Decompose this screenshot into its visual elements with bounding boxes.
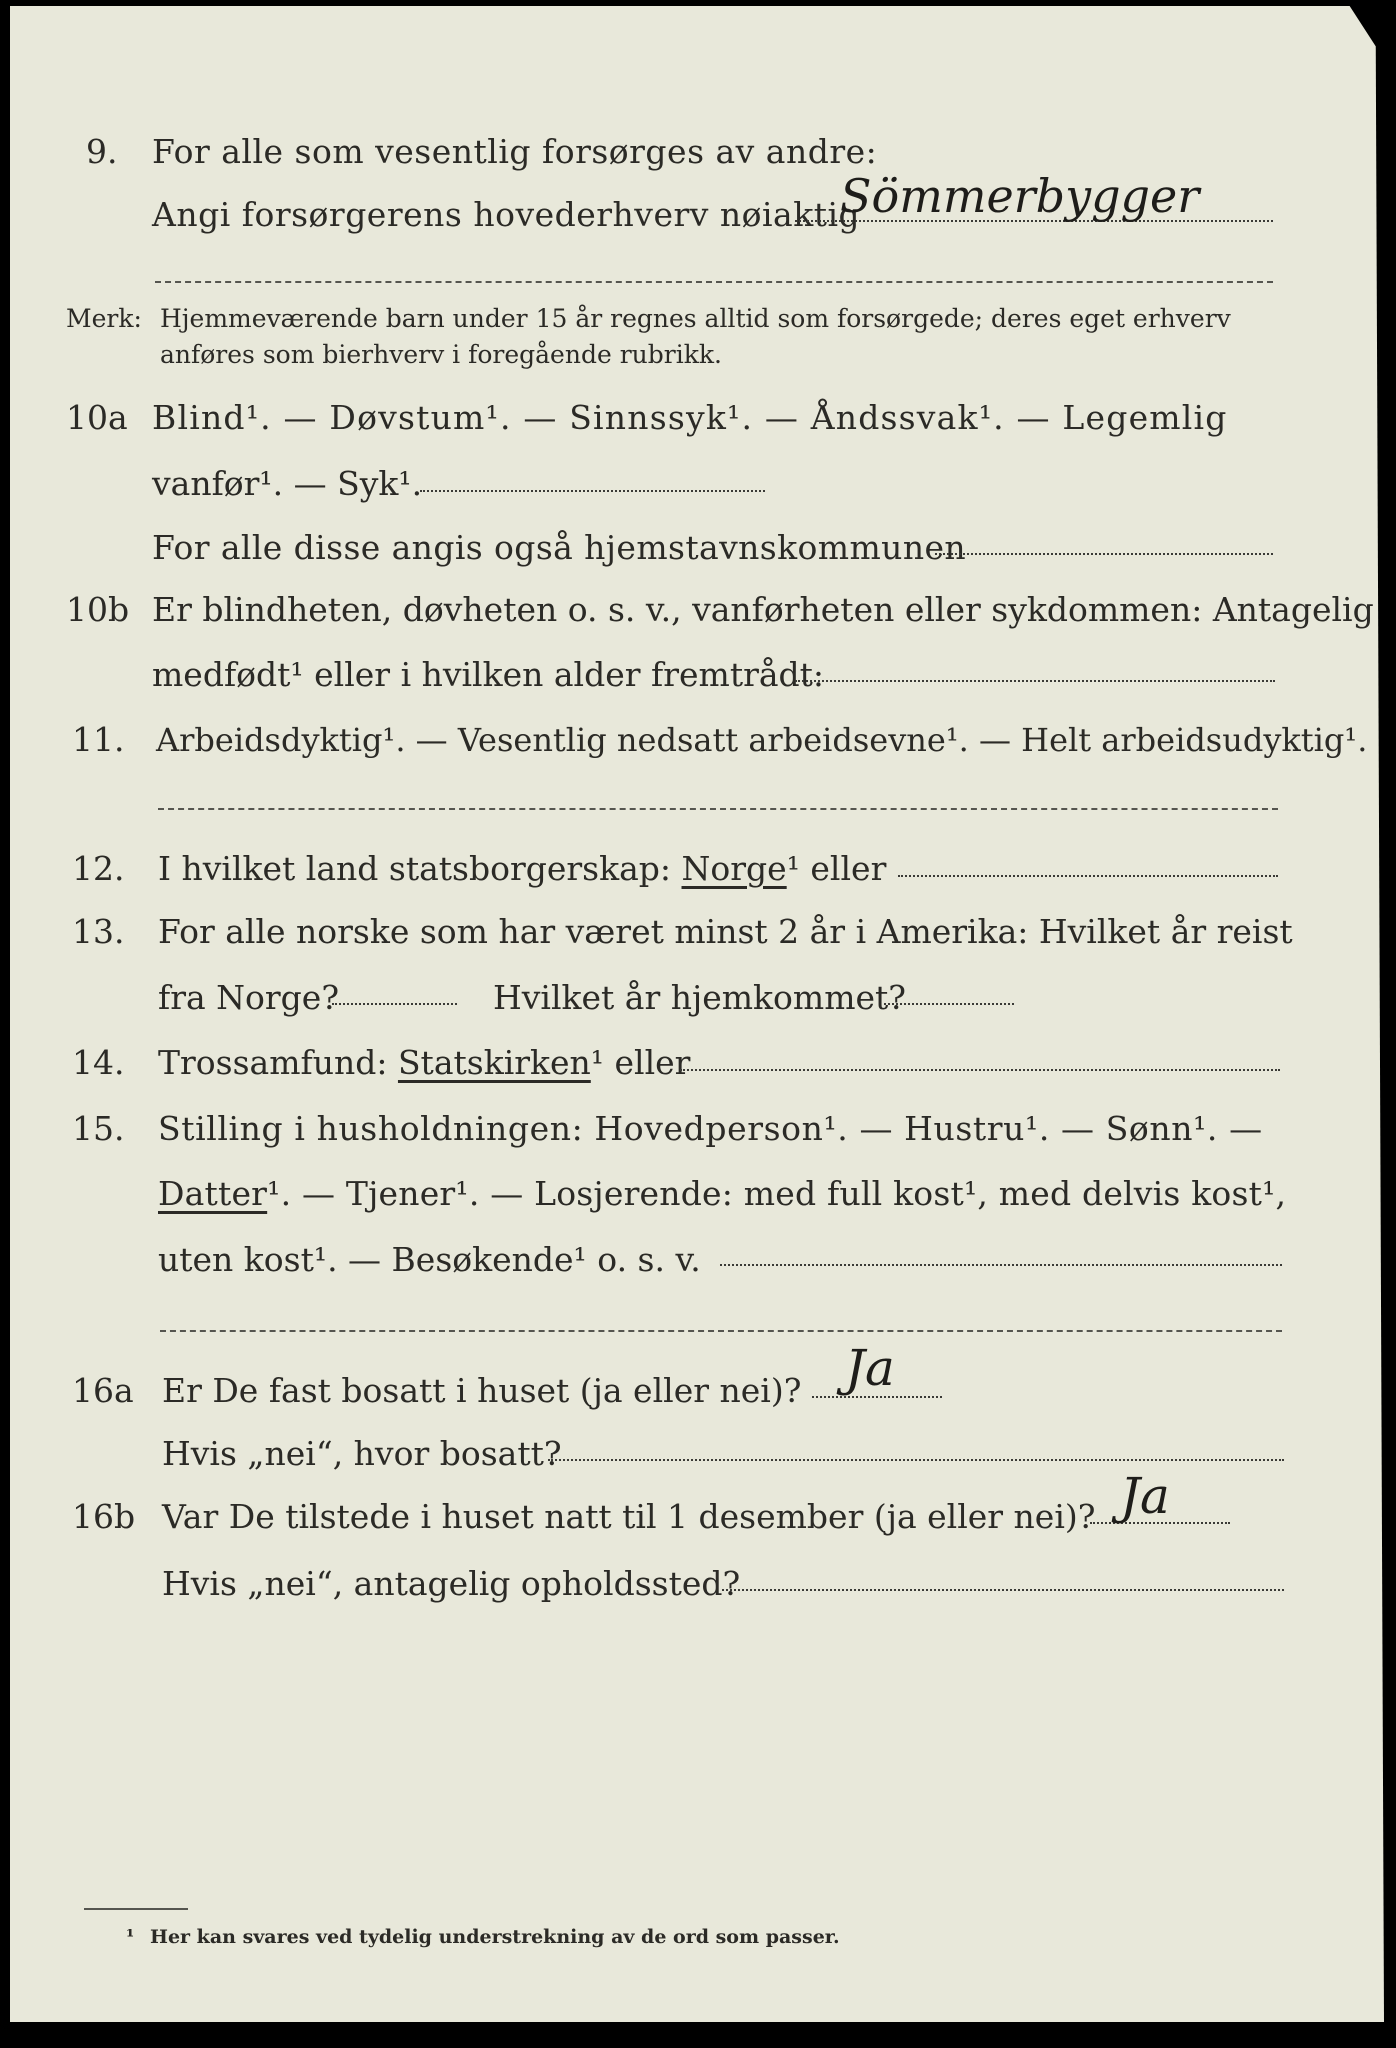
q12-suffix: ¹ eller (786, 849, 887, 888)
q13-hjemkommet-line (884, 1003, 1014, 1005)
q13-reist-line (332, 1003, 457, 1005)
q9-divider (155, 281, 1273, 283)
q12-line (158, 849, 886, 889)
merk-label: Merk: (66, 304, 142, 333)
q14-prefix: Trossamfund: (158, 1043, 388, 1082)
q10a-line3: For alle disse angis også hjemstavnskommunen (152, 528, 967, 567)
q9-number: 9. (86, 132, 118, 171)
q13-number: 13. (72, 912, 125, 951)
q11-line1: Arbeidsdyktig¹. — Vesentlig nedsatt arbeidsevne¹. — Helt arbeidsudyktig¹. (156, 721, 1368, 759)
q9-line1: For alle som vesentlig forsørges av andre: (152, 132, 878, 171)
q10a-line2: vanfør¹. — Syk¹. (152, 464, 423, 503)
q15-divider (160, 1330, 1282, 1332)
q16b-answer-handwriting: Ja (1120, 1467, 1170, 1525)
q14-underlined-statskirken: Statskirken (397, 1043, 591, 1082)
q10a-sick-line (420, 490, 765, 492)
q10b-line2: medfødt¹ eller i hvilken alder fremtrådt: (152, 655, 825, 694)
q11-number: 11. (72, 720, 125, 759)
q10a-home-line (935, 553, 1273, 555)
q15-line3: uten kost¹. — Besøkende¹ o. s. v. (158, 1240, 701, 1279)
q16a-line1: Er De fast bosatt i huset (ja eller nei)? (162, 1371, 802, 1410)
q14-number: 14. (72, 1043, 125, 1082)
q16a-bosatt-line (548, 1459, 1284, 1461)
q16b-opholdssted-line (722, 1589, 1284, 1591)
merk-line2: anføres som bierhverv i foregående rubrikk. (160, 340, 722, 369)
q15-answer-line (720, 1264, 1282, 1266)
q16a-answer-handwriting: Ja (845, 1339, 895, 1397)
q15-line2-rest: ¹. — Tjener¹. — Losjerende: med full kost¹, med delvis kost¹, (267, 1174, 1287, 1213)
q14-suffix: ¹ eller (590, 1043, 691, 1082)
q16a-line2: Hvis „nei“, hvor bosatt? (162, 1434, 562, 1473)
q16b-line2: Hvis „nei“, antagelig opholdssted? (162, 1564, 741, 1603)
footnote-divider (84, 1908, 188, 1910)
q12-underlined-norge: Norge (681, 849, 787, 888)
q16b-number: 16b (72, 1497, 136, 1536)
q12-answer-line (898, 875, 1278, 877)
q13-line1: For alle norske som har været minst 2 år i Amerika: Hvilket år reist (158, 912, 1293, 951)
q12-prefix: I hvilket land statsborgerskap: (158, 849, 672, 888)
q9-line2: Angi forsørgerens hovederhverv nøiaktig (152, 195, 861, 234)
merk-line1: Hjemmeværende barn under 15 år regnes alltid som forsørgede; deres eget erhverv (160, 304, 1231, 333)
q10b-number: 10b (66, 590, 130, 629)
q15-line1: Stilling i husholdningen: Hovedperson¹. — Hustru¹. — Sønn¹. — (158, 1109, 1263, 1148)
q15-line2 (158, 1174, 1286, 1214)
q10a-line1: Blind¹. — Døvstum¹. — Sinnssyk¹. — Åndssvak¹. — Legemlig (152, 398, 1228, 437)
q11-divider (158, 808, 1278, 810)
q10b-answer-line (795, 680, 1275, 682)
footnote-mark: ¹ (126, 1926, 135, 1948)
footnote-text: Her kan svares ved tydelig understrekning av de ord som passer. (150, 1926, 840, 1948)
q10a-number: 10a (66, 398, 128, 437)
q14-line (158, 1043, 690, 1083)
q16a-number: 16a (72, 1371, 134, 1410)
q12-number: 12. (72, 849, 125, 888)
q13-line2b: Hvilket år hjemkommet? (493, 978, 906, 1017)
q15-number: 15. (72, 1109, 125, 1148)
q9-answer-handwriting: Sömmerbygger (840, 169, 1200, 223)
q16b-line1: Var De tilstede i huset natt til 1 desember (ja eller nei)? (162, 1497, 1096, 1536)
q13-line2a: fra Norge? (158, 978, 340, 1017)
q14-answer-line (680, 1069, 1280, 1071)
q10b-line1: Er blindheten, døvheten o. s. v., vanførheten eller sykdommen: Antagelig (152, 590, 1374, 629)
q15-underlined-datter: Datter (158, 1174, 268, 1213)
